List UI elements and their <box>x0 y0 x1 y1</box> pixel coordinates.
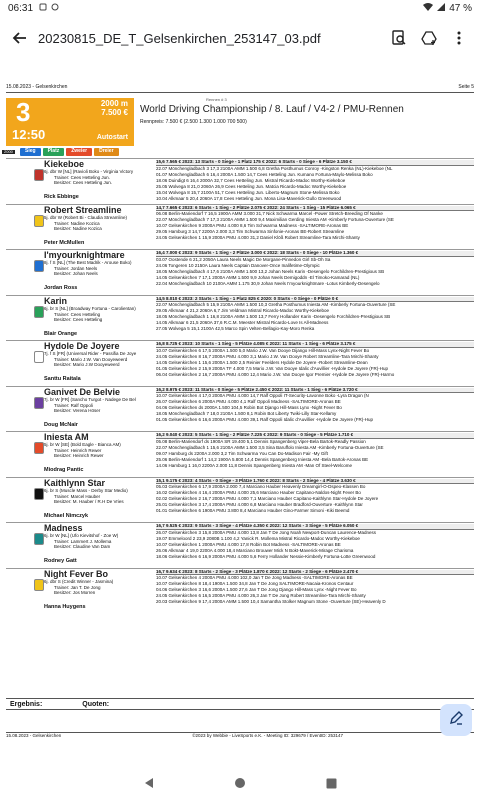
runner-row <box>6 386 474 432</box>
horse-pedigree: 5j. dbr W (Robert Bi - Claudia Streamline) <box>44 214 128 220</box>
race-title: World Driving Championship / 8. Lauf / V4-2 / PMU-Rennen <box>140 104 404 115</box>
form-row: 10.07 Gelsenkirchen 9 2000A PMU 4.000 8,6 Tim Schwarma Madness -SALTIMORE-Aronas BE <box>156 223 349 229</box>
silks-icon <box>34 351 44 363</box>
form-summary: 16,2 9.040 € 2023: 5 Starts - 1 Sieg - 2 Plätze 7.225 € 2022: 9 Starts - 0 Siege - 5 Plätze 1.710 € <box>156 433 474 439</box>
silks-icon <box>34 442 44 454</box>
horse-name: Karin <box>44 295 68 306</box>
silks-icon <box>34 215 44 227</box>
form-summary: 14,7 7.665 € 2023: 6 Starts - 1 Sieg - 2 Plätze 2.075 € 2022: 24 Starts - 1 Sieg - 15 Plätze 6.065 € <box>156 206 474 212</box>
runner-row <box>6 522 474 568</box>
trainer: Trainer: Marcel Hauber <box>54 493 101 499</box>
runner-number: 8 <box>15 484 27 507</box>
form-row: 03.07 Oostende 6 21,2 2050A Laura Neels Magic De Morgane-Pinnedon Girl Sb-Oh Sa <box>156 256 331 262</box>
form-row: 14.05 Gelsenkirchen 1 15,6 2000A 1.500 2,5 Reinier Feelders Hydole De Joyere -Robert Streamline-Dean <box>156 359 368 365</box>
race-badge <box>6 98 134 146</box>
form-row: 04.06 Gelsenkirchen ds 2000A 1.500 104,5 Robin Bot Django Hill-Mass Lynx -Night Fever Bo <box>156 405 342 411</box>
horse-pedigree: 6j. br S [NL] (Broadway Fortuna - Carolientan) <box>44 305 136 311</box>
owner: Besitzer: Mario J.W Dooyeweerd <box>54 362 120 367</box>
runner-number: 10 <box>9 575 33 598</box>
page-header <box>6 84 474 93</box>
form-table <box>156 297 474 333</box>
driver: Rick Ebbinge <box>44 194 79 200</box>
form-row: 05.08 Berlin-Mariendorf ds 1900A SR 19.400 5,1 Dennis Spangenberg Viper-Bela Bartok-Readly Passion <box>156 438 366 444</box>
driver: Hanna Huygens <box>44 603 86 610</box>
runner-number: 1 <box>15 166 27 188</box>
pdf-page <box>6 84 474 748</box>
race-purse: 7.500 € <box>101 107 128 117</box>
race-label: Rennen # 3 <box>206 97 227 102</box>
runner-row <box>6 431 474 477</box>
form-row: 04.06 Gelsenkirchen 3 16,6 2000A 1.500 27,6 Jan T De Jong Django Hill-Mass Lynx -Night Fever Bo <box>156 587 357 593</box>
runner-number: 6 <box>15 393 27 416</box>
form-table <box>156 251 474 287</box>
form-row: 22.04 Mönchengladbach 10 2100A AMM 1.175 30,9 Johan Neels I'myourknightmare -Lotus Kimberly-Desengelo <box>156 280 380 286</box>
bet-tab: Platz <box>43 148 65 156</box>
form-row: 01.07 Mönchengladbach 6 16,4 2000A 1.500 14,7 Cees Hetteling Jun. Kumano Fortuna-Maylo-Melissa Boko <box>156 171 373 177</box>
form-row: 25.01 Gelsenkirchen 3 17,4 2000A PMU 4.000 6,8 Marciano Hauber Bradford-Ouverture -Kaithlynn Star <box>156 502 363 508</box>
form-row: 22.07 Mönchengladbach 7 17,3 2100A AMM 1.500 9,4 Maximilian Gerding Iniesta AM -Kimberly Fortuna-Ouverture (SE <box>156 217 394 223</box>
form-row: 19.07 Emmeloord 2 23,9 2080B 1.100 4,2 Yanick R. Mollema Mistral Ricardo-Madoc Worthy-Kiekeboe <box>156 535 360 541</box>
result-row <box>6 698 474 710</box>
form-row: 10.07 Gelsenkirchen 4 2000A PMU 4.000 102,0 Jan T De Jong Madness -SALTIMORE-Aronas BE <box>156 575 353 581</box>
horse-name: Ganivet De Belvie <box>44 386 121 397</box>
form-row: 15.04 Wolvega 8 15,7 2100A 51,7 Cees Hetteling Jun. Liberto-Magnum Stone-Melissa Boko <box>156 189 340 195</box>
form-summary: 15,6 7.565 € 2023: 13 Starts - 0 Siege - 1 Platz 175 € 2022: 6 Starts - 0 Siege - 6 Plätze 3.150 € <box>156 160 474 166</box>
notification-icon <box>39 3 47 14</box>
side-distance-label: 2000 <box>4 149 13 154</box>
owner: Besitzer: Cees Hetteling Jun. <box>54 180 113 185</box>
search-icon[interactable] <box>390 29 408 47</box>
trainer: Trainer: Heinrich Rewer <box>54 448 102 453</box>
form-summary: 16,7 9.525 € 2023: 9 Starts - 3 Siege - 4 Plätze 4.350 € 2022: 12 Starts - 3 Siege - 5 Plätze 6.050 € <box>156 524 474 530</box>
horse-pedigree: 6j. br S (Muscle Mass - Derby Star Medio) <box>44 487 128 493</box>
race-subtitle: Rennpreis: 7.500 € (2.500 1.300 1.000 700 500) <box>140 119 247 125</box>
form-row: 05.03 Gelsenkirchen 6 17,9 2000A 2.000 7,4 Marciano Hauber Heavenly Dreamgirl-O-Dspeo-Klassen Bo <box>156 484 366 490</box>
runner-number: 3 <box>15 257 27 279</box>
driver: Jordan Ross <box>44 285 78 291</box>
form-row: 25.05 Wolvega 8 21,0 2060A 26,9 Cees Hetteling Jun. Matcia Ricardo-Madoc Worthy-Kiekeboe <box>156 183 347 189</box>
status-time: 06:31 <box>8 2 34 14</box>
runner-number: 5 <box>15 348 27 370</box>
form-row: 10.04 Alkmaar 5 20,4 2060A 17,8 Cees Hetteling Jun. Mona Lisa-Maverick-Gullo Greenwood <box>156 195 342 201</box>
form-row: 29.05 Hamburg 3 14,7 2200A 2.000 3,3 Tim Schwarma Sinfonie-Aronas BE-Robert Streamline <box>156 229 345 235</box>
form-row: 26.06 Alkmaar 4 19,0 2200A 4.000 18,4 Marciano Brouwer Mick N Bokt-Maverick-Mirage Charisma <box>156 547 354 553</box>
form-row: 24.06 Tongeren 10 2150A Laura Neels Captain Danover-Once Inalifetime-Olympic <box>156 262 320 268</box>
silks-icon <box>34 306 44 318</box>
form-row: 10.07 Gelsenkirchen 8 18,4 1900A 1.500 34,8 Jan T De Jong SALTIMORE-Nacaia-Kronos Centaur <box>156 581 354 587</box>
race-distance: 2000 m <box>100 99 128 108</box>
horse-pedigree: 6j. br W [NL] (Ufo Kievitshof - Zoe W) <box>44 533 119 538</box>
form-row: 10.07 Gelsenkirchen 1 2000A PMU 4.000 17,8 Robin Bot Madness -SALTIMORE-Aronas BE <box>156 541 341 547</box>
more-options-icon[interactable] <box>450 29 468 47</box>
horse-pedigree: 8j. f S [NL] (The Best Madrik - Arouse Boko) <box>44 260 132 265</box>
runner-row <box>6 568 474 614</box>
silks-icon <box>34 260 44 272</box>
form-row: 10.07 Gelsenkirchen 4 17,0 2000A PMU 4.000 14,7 Ralf Oppoli IT-Security-Lavonne Boko -Lyra Dragon (N <box>156 393 369 399</box>
form-row: 06.08 Berlin-Mariendorf 7 16,5 1900A AMM 3.000 31,7 Nick Schwarma Marcel -Power Stretch-Breeding Of Nanke <box>156 211 383 217</box>
form-row: 22.07 Mönchengladbach 5 15,9 2100A AMM 1.500 10,3 Gretha Posthumus Iniesta AM -Kimberly Fortuna-Ouverture (SE <box>156 302 396 308</box>
runner-list <box>6 158 474 613</box>
driver: Santtu Raitala <box>44 376 81 382</box>
notification-icon <box>51 3 59 14</box>
form-table <box>156 524 474 560</box>
owner: Besitzer: M. Hauber / R.H De Vries <box>54 498 124 504</box>
silks-icon <box>34 533 44 545</box>
form-row: 27.05 Wolvega 5 15,1 2100A 42,5 Marco Spin Velten-Bellagio-Kay-Moro Renka <box>156 326 315 332</box>
form-row: 06.04 Gelsenkirchen 2 16,7 2000A PMU 4.000 12,4 Mario J.W. Van Dooye Igor Premier -Hydole De Joyere (FR)-Harmo <box>156 371 395 377</box>
trainer: Trainer: Ralf Oppoli <box>54 402 93 408</box>
form-row: 10.07 Gelsenkirchen 6 17,5 2000A 1.500 5,0 Mario J.W. Van Dooye Dijango Hill-Mass Lynx-Night Fever Bo <box>156 347 370 353</box>
signal-icon <box>437 3 445 14</box>
form-table <box>156 342 474 378</box>
drive-upload-icon[interactable] <box>420 29 438 47</box>
race-number: 3 <box>16 97 31 127</box>
form-row: 14.06 Hamburg 1 16,0 2200A 2.000 11,8 Dennis Spangenberg Iniesta AM -Man Of Steel-Welcome <box>156 462 352 468</box>
form-row: 18.05 Mönchengladbach 1 16,8 2100A AMM 1.500 13,7 Ferry Hollander Karin -Desengelo Forchildren-Prestigious SB <box>156 314 391 320</box>
horse-name: I'myourknightmare <box>44 250 125 260</box>
form-table <box>156 479 474 515</box>
owner: Besitzer: Jos Morren <box>54 589 96 595</box>
owner: Besitzer: Verena Höser <box>54 407 101 413</box>
quotes-label: Quoten: <box>82 701 110 708</box>
horse-name: Kaithlynn Star <box>44 477 106 488</box>
trainer: Trainer: Cees Hetteling <box>54 311 101 317</box>
status-bar <box>0 0 480 16</box>
form-table <box>156 160 474 202</box>
runner-row <box>6 158 474 204</box>
footer-center: ©2023 by Webbie - LiveSports e.K. - Meeting ID: 329679 / EventID: 253147 <box>192 733 344 738</box>
trainer: Trainer: Mario J.W. Van Dooyeweerd <box>54 357 128 362</box>
driver: Peter McMullen <box>44 239 85 246</box>
runner-row <box>6 249 474 295</box>
system-nav-bar <box>0 770 480 800</box>
horse-name: Night Fever Bo <box>44 568 109 579</box>
horse-name: Kiekeboe <box>44 159 85 169</box>
bet-tab: Dreier <box>94 148 118 156</box>
form-row: 01.05 Gelsenkirchen 6 16,6 2000A PMU 4.000 39,1 Ralf Oppoli Idalic d'Auvillier -Hydole De Joyere (FR)-Hup <box>156 417 373 423</box>
form-row: 24.05 Gelsenkirchen 8 16,7 2000A PMU 4.000 3,1 Mario J.W. Van Dooye Robert Streamline-Tara Mirchi-Shanty <box>156 353 379 359</box>
form-summary: 15,1 9.175 € 2023: 4 Starts - 0 Siege - 3 Plätze 1.760 € 2022: 8 Starts - 2 Siege - 4 Plätze 3.630 € <box>156 479 474 485</box>
race-start-type: Autostart <box>96 134 128 141</box>
bet-tab: Zweier <box>66 148 92 156</box>
trainer: Trainer: Lammert J. Mollema <box>54 539 112 544</box>
horse-name: Hydole De Joyere <box>44 341 120 351</box>
form-summary: 16,2 8.975 € 2023: 11 Starts - 0 Siege - 5 Plätze 2.450 € 2022: 11 Starts - 1 Sieg - 6 Plätze 3.720 € <box>156 388 474 394</box>
form-row: 18.06 Gelsenkirchen 6 16,9 2000A PMU 4.000 5,6 Ferry Hollander Nessie-Kimberly Fortuna-Lotte Greenwood <box>156 553 376 559</box>
runner-number: 9 <box>15 530 27 552</box>
horse-pedigree: 6j. dbr S (Credit Winner - Jasmina) <box>44 578 114 584</box>
runner-row <box>6 340 474 386</box>
edit-fab-button[interactable] <box>440 704 472 736</box>
page-footer <box>6 732 474 739</box>
horse-pedigree: 6j. dbr W [NL] (Ravioli Boko - Virginia Victory <box>44 169 134 174</box>
form-row: 20.03 Gelsenkirchen 9 17,4 2000A AMM 1.500 10,4 Samantha Stolker Magnum Stone -Ouverture (SE)-Heavenly D <box>156 599 386 605</box>
owner: Besitzer: Nadine Kozica <box>54 225 102 231</box>
owner: Besitzer: Johan Neels <box>54 271 98 276</box>
form-row: 18.06 Duindigt 6 16,4 2000A 32,7 Cees Hetteling Jun. Mistral Ricardo-Madoc Worthy-Kiekeboe <box>156 177 346 183</box>
trainer: Trainer: Nadine Kozica <box>54 220 100 226</box>
back-arrow-icon[interactable] <box>8 26 32 50</box>
trainer: Trainer: Jan T. De Jong <box>54 584 101 590</box>
form-summary: 16,4 7.000 € 2023: 9 Starts - 1 Sieg - 2 Plätze 3.000 € 2022: 18 Starts - 0 Siege - 10 Plätze 1.360 € <box>156 251 474 257</box>
form-row: 29.05 Alkmaar 4 21,2 2060A 6,7 Jim Veldman Mistral Ricardo-Madoc Worthy-Kiekeboe <box>156 308 330 314</box>
form-row: 18.05 Mönchengladbach 4 17,6 2100A AMM 1.500 13,2 Johan Neels Karin -Desengelo Forchildren-Prestigious SB <box>156 268 385 274</box>
bet-type-tabs <box>20 148 119 156</box>
driver: Blair Orange <box>44 330 78 337</box>
owner: Besitzer: Cees Hetteling <box>54 316 103 322</box>
nav-home-icon[interactable] <box>234 776 246 794</box>
form-summary: 16,8 8.725 € 2023: 10 Starts - 1 Sieg - 5 Plätze 4.085 € 2022: 11 Starts - 1 Sieg - 6 Plätze 3.175 € <box>156 342 474 348</box>
pdf-viewer[interactable] <box>0 80 480 752</box>
horse-pedigree: 7j. f S [FR] (Universal Rider - Passifia De Joye <box>44 351 137 356</box>
horse-pedigree: 7j. br W [FR] (Sancho Turgot - Nadege De Bel <box>44 396 136 402</box>
form-row: 18.05 Mönchengladbach 7 18,0 2100A 1.500 8,1 Robin Bot Liberty Twiki-Lilly Star-Kellamy <box>156 411 337 417</box>
form-row: 01.05 Gelsenkirchen 2 15,9 2000A TF 4.000 7,5 Mario J.W. Van Dooye Idalic d'Auvillier -Hydole De Joyere (FR)-Hup <box>156 365 389 371</box>
race-time: 12:50 <box>12 127 46 142</box>
form-row: 22.07 Mönchengladbach 1 15,6 2100A AMM 1.500 3,5 Sina Baruffolo Iniesta AM -Kimberly Fortuna-Ouverture (SE <box>156 444 384 450</box>
horse-pedigree: 5j. br W [SE] (Bold Eagle - Bianca AM) <box>44 442 121 447</box>
form-table <box>156 388 474 424</box>
form-row: 14.05 Alkmaar 6 21,5 2060A 37,6 R.C.M. Meester Mistral Ricardo-Love Is All-Madness <box>156 320 329 326</box>
nav-back-icon[interactable] <box>144 776 154 794</box>
form-row: 01.01 Gelsenkirchen 6 1900A PMU 3.800 8,4 Marciano Hauber Gino-Farmer Simoni -Kiki Beemd <box>156 508 350 514</box>
form-table <box>156 570 474 606</box>
document-title: 20230815_DE_T_Gelsenkirchen_253147_03.pdf <box>38 30 321 46</box>
trainer: Trainer: Jordan Neels <box>54 266 98 271</box>
app-bar <box>0 18 480 58</box>
footer-left: 15.08.2023 - Gelsenkirchen <box>6 733 62 738</box>
race-header <box>6 94 474 146</box>
silks-icon <box>34 169 44 181</box>
form-row: 22.07 Mönchengladbach 3 17,3 2100A AMM 1.500 6,8 Gretha Posthumus Conroy -Kingston Renka (NL)-Kiekeboe (NL <box>156 165 393 171</box>
silks-icon <box>34 397 44 409</box>
bet-tab: Sieg <box>20 148 41 156</box>
horse-name: Robert Streamline <box>44 204 122 215</box>
form-row: 24.05 Gelsenkirchen 6 16,5 2000A PMU 4.000 26,3 Jan T De Jong Robert Streamline-Tara Mirchi-Shanty <box>156 593 366 599</box>
battery-text: 47 % <box>449 2 472 14</box>
form-row: 09.07 Hamburg ds 2200A 2.000 3,2 Tim Schwarma You Can Do-Madison Fair -My Gift <box>156 450 328 456</box>
trainer: Trainer: Cees Hetteling Jun. <box>54 175 110 180</box>
form-summary: 14,5 8.010 € 2023: 2 Starts - 1 Sieg - 1 Platz 825 € 2020: 0 Starts - 0 Siege - 0 Plätze 0 € <box>156 297 474 303</box>
owner: Besitzer: Heinrich Rewer <box>54 453 104 458</box>
driver: Miodrag Pantic <box>44 467 84 473</box>
form-row: 25.06 Berlin-Mariendorf 1 14,2 1900A 5.800 14,4 Dennis Spangenberg Iniesta AM -Bela Bartok-Aronas BE <box>156 456 369 462</box>
runner-row <box>6 295 474 341</box>
form-table <box>156 206 474 242</box>
form-table <box>156 433 474 469</box>
form-row: 26.07 Gelsenkirchen 6 2000A PMU 4.000 4,1 Ralf Oppoli Madness -SALTIMORE-Aronas BE <box>156 399 341 405</box>
form-row: 14.05 Gelsenkirchen 7 17,1 2000A AMM 1.500 9,9 Johan Neels Demigoddn -El Timoko-Kamarad (NL) <box>156 274 360 280</box>
runner-row <box>6 204 474 250</box>
page-header-right: Seite 5 <box>458 84 474 90</box>
form-row: 24.05 Gelsenkirchen 1 15,9 2000A PMU 4.000 31,2 Daniel Klöß Robert Streamline-Tara Mirchi-Shanty <box>156 235 360 241</box>
form-row: 26.07 Gelsenkirchen 3 15,8 2000A PMU 4.000 13,8 Jan T De Jong Noah Newport-Duncan Laurence-Madness <box>156 529 376 535</box>
runner-number: 2 <box>15 211 27 234</box>
pen-icon <box>448 710 464 731</box>
runner-number: 4 <box>15 302 27 325</box>
horse-name: Iniesta AM <box>44 432 89 442</box>
result-label: Ergebnis: <box>10 701 43 708</box>
wifi-icon <box>423 3 433 14</box>
driver: Rodney Gatt <box>44 558 77 564</box>
runner-number: 7 <box>15 439 27 461</box>
silks-icon <box>34 579 44 591</box>
page-header-left: 15.08.2023 - Gelsenkirchen <box>6 84 68 90</box>
driver: Doug McNair <box>44 421 78 428</box>
runner-row <box>6 477 474 523</box>
silks-icon <box>34 488 44 500</box>
nav-recents-icon[interactable] <box>326 776 337 794</box>
race-distance-purse <box>101 100 128 118</box>
form-row: 16.02 Gelsenkirchen 4 16,4 2000A PMU 4.000 25,6 Marciano Hauber Capitano-Naldos-Night Fever Bo <box>156 490 361 496</box>
form-summary: 16,7 9.634 € 2023: 8 Starts - 2 Siege - 3 Plätze 1.870 € 2022: 12 Starts - 2 Siege - 6 Plätze 2.470 € <box>156 570 474 576</box>
driver: Michael Nimczyk <box>44 512 89 519</box>
form-row: 02.02 Gelsenkirchen 2 16,7 2000A PMU 4.000 7,1 Marciano Hauber Capitano-Kaithlynn Star-Hydole De Joyere <box>156 496 379 502</box>
horse-name: Madness <box>44 523 83 533</box>
owner: Besitzer: Claudine Van Dam <box>54 544 111 549</box>
